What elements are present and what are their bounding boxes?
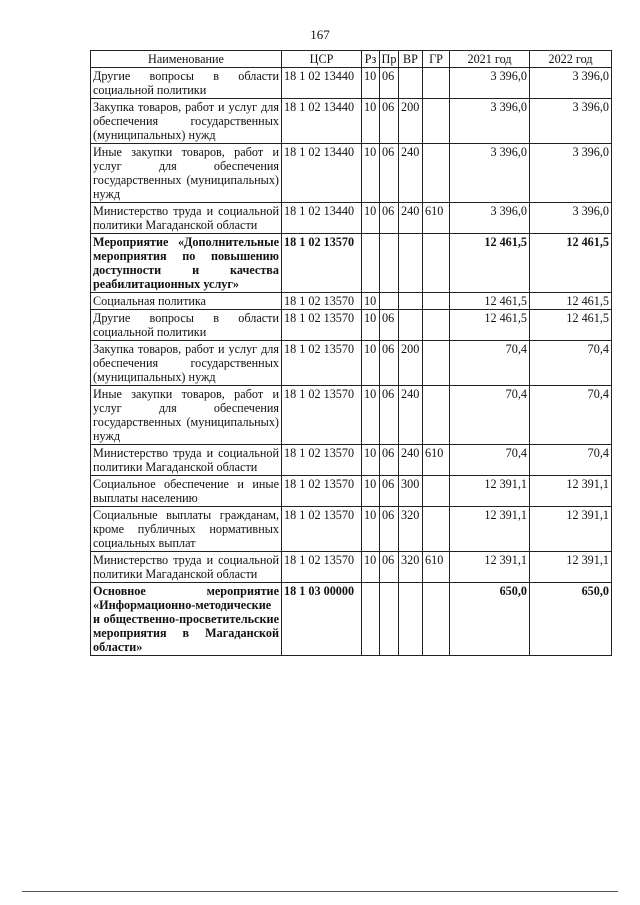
cell-name: Основное мероприятие «Информационно-методические и общественно-просветительские мероприятия в Магаданской области» [91,583,282,656]
cell-rz: 10 [362,144,380,203]
cell-pr: 06 [380,68,399,99]
cell-gr [423,583,450,656]
cell-vr: 200 [399,99,423,144]
cell-vr: 240 [399,386,423,445]
cell-gr [423,144,450,203]
table-row [91,476,612,507]
cell-vr: 240 [399,203,423,234]
cell-pr [380,583,399,656]
table-row [91,144,612,203]
cell-2021: 70,4 [450,445,530,476]
cell-vr: 240 [399,144,423,203]
cell-name: Министерство труда и социальной политики Магаданской области [91,203,282,234]
cell-name: Иные закупки товаров, работ и услуг для обеспечения государственных (муниципальных) нужд [91,386,282,445]
cell-csr: 18 1 02 13440 [282,68,362,99]
cell-pr: 06 [380,507,399,552]
cell-csr: 18 1 02 13570 [282,507,362,552]
cell-pr: 06 [380,310,399,341]
table-row [91,507,612,552]
cell-vr: 200 [399,341,423,386]
cell-pr: 06 [380,552,399,583]
cell-rz [362,583,380,656]
table-row [91,341,612,386]
cell-2021: 12 391,1 [450,476,530,507]
table-body [91,68,612,656]
header-name: Наименование [91,51,282,68]
cell-2021: 12 391,1 [450,552,530,583]
cell-name: Социальные выплаты гражданам, кроме публичных нормативных социальных выплат [91,507,282,552]
cell-vr: 320 [399,507,423,552]
cell-2021: 12 461,5 [450,310,530,341]
cell-gr [423,507,450,552]
cell-rz: 10 [362,552,380,583]
cell-2022: 12 391,1 [530,552,612,583]
cell-vr: 300 [399,476,423,507]
cell-pr: 06 [380,203,399,234]
cell-name: Другие вопросы в области социальной политики [91,68,282,99]
cell-name: Министерство труда и социальной политики Магаданской области [91,445,282,476]
cell-csr: 18 1 02 13570 [282,310,362,341]
cell-rz: 10 [362,476,380,507]
cell-2022: 3 396,0 [530,144,612,203]
cell-gr [423,234,450,293]
cell-csr: 18 1 03 00000 [282,583,362,656]
cell-2022: 12 391,1 [530,507,612,552]
cell-csr: 18 1 02 13570 [282,476,362,507]
table-header-row [91,51,612,68]
table-row [91,583,612,656]
cell-gr [423,99,450,144]
table-row [91,552,612,583]
cell-vr [399,310,423,341]
cell-2021: 12 461,5 [450,293,530,310]
cell-vr: 320 [399,552,423,583]
table-row [91,293,612,310]
cell-vr [399,234,423,293]
cell-2022: 3 396,0 [530,203,612,234]
cell-2022: 650,0 [530,583,612,656]
cell-2021: 3 396,0 [450,99,530,144]
cell-pr: 06 [380,386,399,445]
cell-name: Закупка товаров, работ и услуг для обеспечения государственных (муниципальных) нужд [91,341,282,386]
cell-csr: 18 1 02 13440 [282,144,362,203]
cell-2022: 12 461,5 [530,293,612,310]
cell-2022: 70,4 [530,341,612,386]
cell-2021: 3 396,0 [450,144,530,203]
cell-pr: 06 [380,144,399,203]
header-2022: 2022 год [530,51,612,68]
table-row [91,445,612,476]
cell-2022: 3 396,0 [530,99,612,144]
cell-name: Закупка товаров, работ и услуг для обеспечения государственных (муниципальных) нужд [91,99,282,144]
table-row [91,386,612,445]
cell-rz: 10 [362,68,380,99]
cell-name: Социальная политика [91,293,282,310]
cell-name: Социальное обеспечение и иные выплаты населению [91,476,282,507]
cell-csr: 18 1 02 13440 [282,203,362,234]
cell-rz: 10 [362,99,380,144]
cell-gr: 610 [423,445,450,476]
table-row [91,310,612,341]
cell-2022: 12 461,5 [530,234,612,293]
cell-2021: 12 391,1 [450,507,530,552]
cell-name: Министерство труда и социальной политики Магаданской области [91,552,282,583]
page-number: 167 [310,27,330,42]
cell-2022: 70,4 [530,445,612,476]
cell-csr: 18 1 02 13570 [282,386,362,445]
cell-rz: 10 [362,386,380,445]
budget-table [90,50,612,656]
cell-csr: 18 1 02 13570 [282,234,362,293]
cell-2021: 650,0 [450,583,530,656]
cell-2022: 3 396,0 [530,68,612,99]
cell-gr [423,68,450,99]
header-pr: Пр [380,51,399,68]
cell-2021: 70,4 [450,386,530,445]
cell-pr: 06 [380,99,399,144]
cell-csr: 18 1 02 13570 [282,341,362,386]
header-vr: ВР [399,51,423,68]
cell-2022: 70,4 [530,386,612,445]
table-row [91,68,612,99]
header-csr: ЦСР [282,51,362,68]
cell-2021: 3 396,0 [450,68,530,99]
cell-name: Мероприятие «Дополнительные мероприятия по повышению доступности и качества реабилитационных услуг» [91,234,282,293]
header-rz: Рз [362,51,380,68]
cell-gr [423,386,450,445]
cell-gr: 610 [423,203,450,234]
table-row [91,234,612,293]
cell-rz: 10 [362,203,380,234]
cell-rz: 10 [362,507,380,552]
cell-rz: 10 [362,293,380,310]
cell-2022: 12 461,5 [530,310,612,341]
header-2021: 2021 год [450,51,530,68]
cell-pr: 06 [380,341,399,386]
cell-pr [380,293,399,310]
cell-csr: 18 1 02 13440 [282,99,362,144]
cell-csr: 18 1 02 13570 [282,293,362,310]
cell-2021: 70,4 [450,341,530,386]
bottom-rule [22,891,618,892]
cell-vr [399,583,423,656]
cell-vr: 240 [399,445,423,476]
cell-2021: 3 396,0 [450,203,530,234]
cell-vr [399,68,423,99]
cell-pr: 06 [380,476,399,507]
cell-pr [380,234,399,293]
header-gr: ГР [423,51,450,68]
cell-rz [362,234,380,293]
cell-csr: 18 1 02 13570 [282,552,362,583]
cell-rz: 10 [362,310,380,341]
cell-gr: 610 [423,552,450,583]
cell-name: Иные закупки товаров, работ и услуг для обеспечения государственных (муниципальных) нужд [91,144,282,203]
cell-gr [423,476,450,507]
cell-2022: 12 391,1 [530,476,612,507]
cell-gr [423,293,450,310]
table-row [91,99,612,144]
cell-csr: 18 1 02 13570 [282,445,362,476]
cell-name: Другие вопросы в области социальной политики [91,310,282,341]
cell-gr [423,341,450,386]
cell-rz: 10 [362,341,380,386]
cell-vr [399,293,423,310]
cell-gr [423,310,450,341]
cell-2021: 12 461,5 [450,234,530,293]
table-row [91,203,612,234]
cell-pr: 06 [380,445,399,476]
cell-rz: 10 [362,445,380,476]
